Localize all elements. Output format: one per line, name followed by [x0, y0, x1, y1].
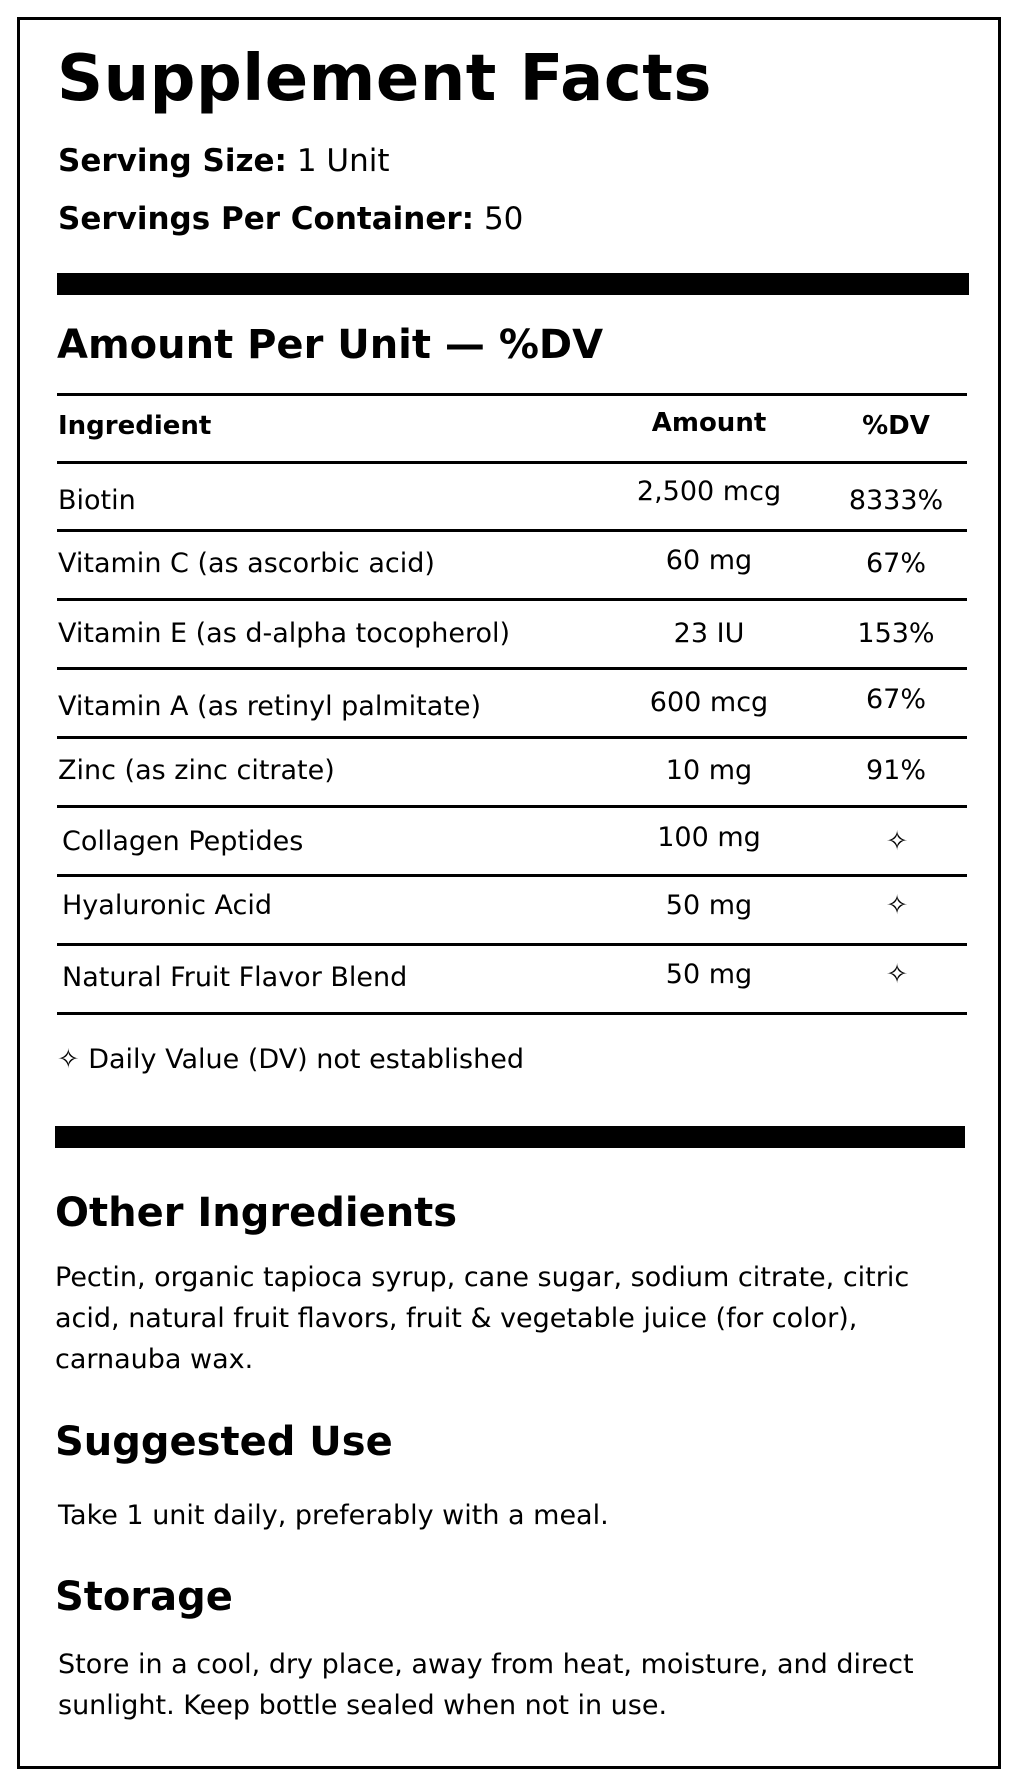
row-rule [57, 943, 967, 946]
other-ingredients-text-line: acid, natural fruit flavors, fruit & vegetable juice (for color), [55, 1303, 858, 1334]
dv-not-established-icon: ✧ [885, 890, 909, 921]
storage-heading: Storage [55, 1574, 233, 1620]
ingredient-amount: 60 mg [665, 545, 753, 576]
amount-header: Amount [651, 408, 767, 438]
amount-heading: Amount Per Unit — %DV [57, 322, 604, 368]
ingredient-amount: 50 mg [665, 890, 753, 921]
ingredient-amount: 50 mg [665, 959, 753, 990]
other-ingredients-text-line: Pectin, organic tapioca syrup, cane sugar, sodium citrate, citric [55, 1262, 910, 1293]
ingredient-dv: 91% [865, 755, 927, 786]
other-ingredients-text-line: carnauba wax. [55, 1344, 254, 1375]
row-rule [57, 529, 967, 532]
row-rule [57, 667, 967, 670]
table-bottom-rule [57, 1012, 967, 1015]
row-rule [57, 805, 967, 808]
table-top-rule [57, 393, 967, 396]
dv-not-established-icon: ✧ [57, 1044, 80, 1075]
suggested-use-text: Take 1 unit daily, preferably with a meal. [58, 1500, 609, 1531]
ingredient-amount: 600 mcg [649, 687, 769, 718]
ingredient-dv: 8333% [848, 485, 944, 516]
servings-per-container [58, 201, 523, 237]
ingredient-amount: 10 mg [665, 755, 753, 786]
dv-header: %DV [862, 411, 930, 441]
servings-per-container-value: 50 [483, 201, 524, 237]
suggested-use-heading: Suggested Use [55, 1419, 393, 1465]
ingredient-amount: 23 IU [673, 618, 745, 649]
ingredient-dv: 67% [865, 684, 927, 715]
divider-bar [57, 273, 969, 295]
ingredient-dv: 153% [857, 618, 935, 649]
serving-size-value: 1 Unit [296, 143, 390, 179]
ingredient-name: Vitamin A (as retinyl palmitate) [58, 691, 482, 722]
dv-not-established-icon: ✧ [885, 959, 909, 990]
row-rule [57, 598, 967, 601]
other-ingredients-heading: Other Ingredients [55, 1190, 458, 1236]
ingredient-amount: 2,500 mcg [636, 476, 782, 507]
ingredient-name: Hyaluronic Acid [62, 890, 272, 921]
row-rule [57, 874, 967, 877]
ingredient-dv: 67% [865, 548, 927, 579]
page-title: Supplement Facts [57, 42, 712, 116]
ingredient-name: Vitamin E (as d-alpha tocopherol) [58, 618, 511, 649]
ingredient-name: Natural Fruit Flavor Blend [62, 962, 408, 993]
header-rule [57, 461, 967, 464]
ingredient-amount: 100 mg [657, 822, 761, 853]
ingredient-name: Biotin [58, 485, 136, 516]
footnote-text: Daily Value (DV) not established [88, 1044, 524, 1075]
serving-size [58, 143, 390, 179]
footnote [57, 1044, 524, 1075]
servings-per-container-label: Servings Per Container: [58, 201, 475, 237]
ingredient-header: Ingredient [58, 411, 212, 441]
ingredient-name: Vitamin C (as ascorbic acid) [58, 548, 435, 579]
storage-text-line: Store in a cool, dry place, away from heat, moisture, and direct [58, 1649, 914, 1680]
divider-bar [55, 1126, 965, 1148]
ingredient-name: Zinc (as zinc citrate) [58, 755, 335, 786]
dv-not-established-icon: ✧ [885, 826, 909, 857]
serving-size-label: Serving Size: [58, 143, 287, 179]
ingredient-name: Collagen Peptides [62, 826, 304, 857]
storage-text-line: sunlight. Keep bottle sealed when not in use. [58, 1690, 668, 1721]
row-rule [57, 736, 967, 739]
